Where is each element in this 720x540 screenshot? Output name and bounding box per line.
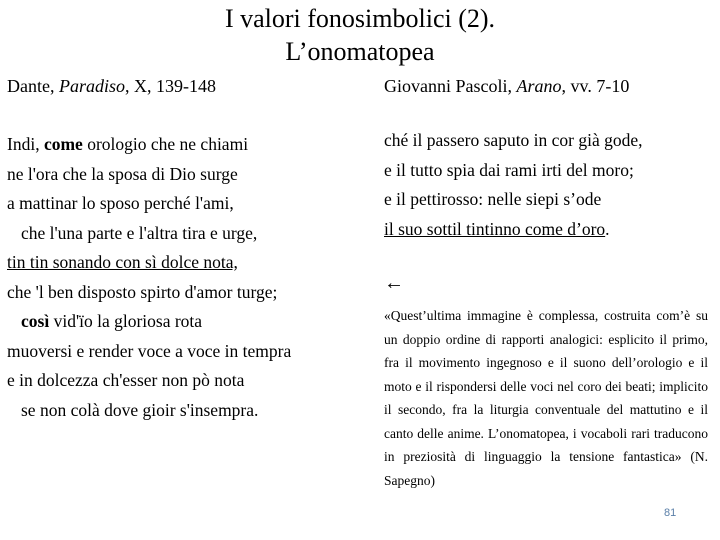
sapegno-quote: «Quest’ultima immagine è complessa, costruita com’è su un doppio ordine di rapporti analogici: esplicito il primo, fra il movimento ingegnoso e il suono dell’orologio e il moto e il rispondersi delle voci nel coro dei beati; implicito il secondo, fra la liturgia conventuale del mattutino e il canto delle anime. L’onomatopea, i vocaboli rari traducono in preziosità di linguaggio la tensione fantastica» (N. Sapegno)	[384, 308, 708, 488]
dante-ref-work: Paradiso	[58, 76, 125, 96]
poem-text: .	[605, 218, 610, 239]
pascoli-ref-work: Arano	[516, 76, 562, 96]
poem-line: se non colà dove gioir s'insempra.	[21, 399, 259, 420]
poem-text-underlined: il suo sottil tintinno come d’oro	[384, 218, 606, 239]
dante-ref-prefix: Dante,	[7, 76, 59, 96]
slide-title	[0, 2, 720, 68]
poem-text: orologio che ne chiami	[82, 134, 249, 154]
poem-line: e il tutto spia dai rami irti del moro;	[384, 159, 634, 180]
poem-line: e il pettirosso: nelle siepi s’ode	[384, 189, 602, 209]
pascoli-poem	[384, 126, 643, 244]
title-line-2: L’onomatopea	[285, 37, 435, 66]
left-arrow-icon: ←	[384, 272, 404, 294]
poem-text: vid'ïo la gloriosa rota	[49, 311, 203, 331]
poem-line-underlined: tin tin sonando con sì dolce nota,	[7, 252, 238, 272]
poem-line	[7, 130, 291, 160]
poem-line: muoversi e render voce a voce in tempra	[7, 340, 292, 361]
poem-line: a mattinar lo sposo perché l'ami,	[7, 193, 234, 213]
poem-line: ne l'ora che la sposa di Dio surge	[7, 163, 238, 184]
poem-line: che 'l ben disposto spirto d'amor turge;	[7, 281, 278, 302]
poem-line: ché il passero saputo in cor già gode,	[384, 130, 643, 150]
dante-ref-suffix: , X, 139-148	[125, 76, 216, 96]
poem-line: e in dolcezza ch'esser non pò nota	[7, 370, 245, 390]
poem-line: che l'una parte e l'altra tira e urge,	[21, 222, 258, 243]
poem-line	[384, 215, 643, 245]
poem-bold-word: come	[43, 134, 83, 154]
page-number: 81	[664, 507, 677, 519]
pascoli-ref-suffix: , vv. 7-10	[561, 76, 630, 96]
title-line-1: I valori fonosimbolici (2).	[224, 4, 496, 33]
pascoli-ref-prefix: Giovanni Pascoli,	[384, 76, 517, 96]
dante-reference	[7, 76, 216, 97]
poem-line	[7, 307, 291, 337]
poem-bold-word: così	[21, 311, 50, 331]
dante-poem	[7, 130, 291, 425]
poem-text: Indi,	[7, 134, 44, 154]
pascoli-reference	[384, 76, 629, 97]
